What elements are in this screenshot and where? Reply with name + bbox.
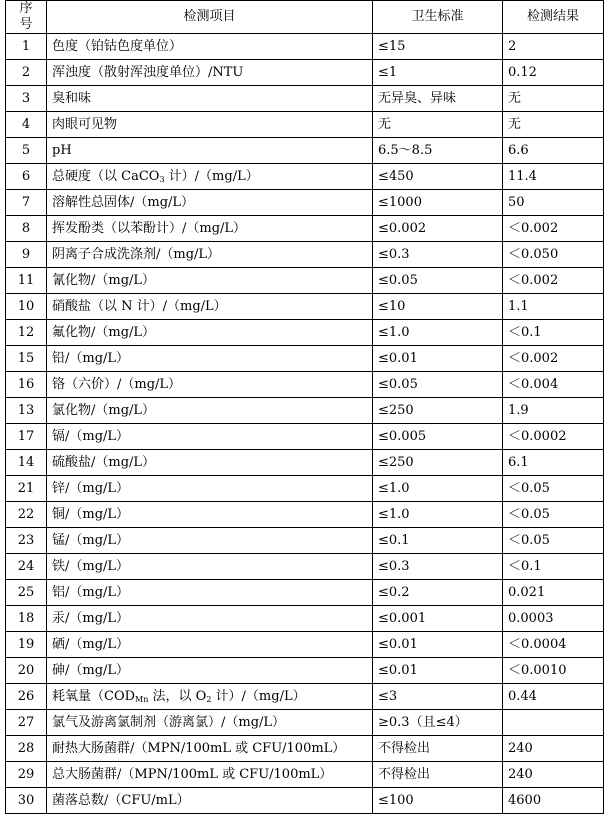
row-item-text: pH [52,143,72,158]
row-result: 4600 [503,788,604,814]
row-seq: 5 [6,138,47,164]
header-seq [6,1,47,34]
row-standard: 不得检出 [373,736,503,762]
row-standard: ≤450 [373,164,503,190]
header-standard: 卫生标准 [373,1,503,34]
row-seq: 18 [6,606,47,632]
water-quality-table-sheet [5,0,603,814]
table-row [6,424,604,450]
table-row [6,580,604,606]
header-item: 检测项目 [47,1,373,34]
row-result: ＜0.0002 [503,424,604,450]
row-result: 6.6 [503,138,604,164]
row-item [47,632,373,658]
row-result: 0.44 [503,684,604,710]
row-result: 6.1 [503,450,604,476]
row-item-text: 法，以 O [148,689,207,704]
row-item-text: 耐热大肠菌群/（MPN/100mL 或 CFU/100mL） [52,741,346,756]
table-row [6,34,604,60]
row-item-text: 汞/（mg/L） [52,611,130,626]
row-item-text: 铁/（mg/L） [52,559,130,574]
row-item-text: 溶解性总固体/（mg/L） [52,195,195,210]
row-result: 240 [503,736,604,762]
row-item-text: 镉/（mg/L） [52,429,130,444]
row-result: ＜0.1 [503,320,604,346]
row-seq: 19 [6,632,47,658]
row-item-text: 硝酸盐（以 N 计）/（mg/L） [52,299,227,314]
row-seq: 4 [6,112,47,138]
row-standard: ≤0.01 [373,658,503,684]
row-result: ＜0.0010 [503,658,604,684]
row-standard: ≤100 [373,788,503,814]
row-standard: ≤0.002 [373,216,503,242]
row-seq: 2 [6,60,47,86]
row-item-text: 锰/（mg/L） [52,533,130,548]
row-item [47,762,373,788]
row-result: ＜0.0004 [503,632,604,658]
row-item-text: 浑浊度（散射浑浊度单位）/NTU [52,65,244,80]
row-item-text: 硫酸盐/（mg/L） [52,455,156,470]
row-seq: 27 [6,710,47,736]
row-standard: ≤0.001 [373,606,503,632]
row-item [47,216,373,242]
row-result [503,710,604,736]
row-standard: ≤0.01 [373,346,503,372]
row-seq: 30 [6,788,47,814]
row-item-text: 硒/（mg/L） [52,637,130,652]
row-standard: ≤0.3 [373,554,503,580]
row-seq: 28 [6,736,47,762]
row-item [47,60,373,86]
row-item [47,164,373,190]
table-row [6,242,604,268]
row-item-text: 耗氧量（COD [52,689,136,704]
table-row [6,450,604,476]
table-row [6,138,604,164]
row-item [47,450,373,476]
table-row [6,606,604,632]
row-seq: 22 [6,502,47,528]
table-row [6,684,604,710]
row-result: ＜0.05 [503,502,604,528]
table-row [6,112,604,138]
row-standard: ≤1.0 [373,476,503,502]
table-row [6,398,604,424]
row-item-subscript: 3 [159,175,165,184]
row-item-text: 总大肠菌群/（MPN/100mL 或 CFU/100mL） [52,767,333,782]
row-result: ＜0.002 [503,268,604,294]
row-item [47,112,373,138]
row-item-text: 总硬度（以 CaCO [52,169,160,184]
row-seq: 16 [6,372,47,398]
row-result: 1.9 [503,398,604,424]
table-row [6,190,604,216]
row-result: 无 [503,112,604,138]
row-seq: 10 [6,294,47,320]
row-item-text: 铜/（mg/L） [52,507,130,522]
row-item [47,190,373,216]
row-seq: 7 [6,190,47,216]
row-seq: 23 [6,528,47,554]
row-item-text: 氯化物/（mg/L） [52,403,156,418]
row-item [47,86,373,112]
table-row [6,372,604,398]
row-seq: 26 [6,684,47,710]
row-item-text: 铝/（mg/L） [52,585,130,600]
row-seq: 14 [6,450,47,476]
row-seq: 25 [6,580,47,606]
row-seq: 3 [6,86,47,112]
row-seq: 29 [6,762,47,788]
table-row [6,476,604,502]
header-result: 检测结果 [503,1,604,34]
row-seq: 12 [6,320,47,346]
row-item [47,554,373,580]
row-item-text: 氰化物/（mg/L） [52,273,156,288]
row-result: 0.021 [503,580,604,606]
row-standard: 无异臭、异味 [373,86,503,112]
row-standard: ≤0.05 [373,268,503,294]
table-row [6,86,604,112]
row-item-text: 阴离子合成洗涤剂/（mg/L） [52,247,221,262]
row-item [47,424,373,450]
row-item-subscript: Mn [135,695,149,704]
row-result: ＜0.002 [503,216,604,242]
row-item-subscript: 2 [206,695,212,704]
row-result: ＜0.004 [503,372,604,398]
row-result: 无 [503,86,604,112]
row-item [47,372,373,398]
row-standard: ≤10 [373,294,503,320]
row-standard: ≤0.1 [373,528,503,554]
row-result: 2 [503,34,604,60]
row-standard: ≤0.3 [373,242,503,268]
row-item [47,476,373,502]
row-seq: 8 [6,216,47,242]
table-row [6,164,604,190]
row-item [47,138,373,164]
row-seq: 17 [6,424,47,450]
row-item [47,528,373,554]
row-item-text: 肉眼可见物 [52,117,118,132]
table-body [6,34,604,814]
row-item [47,710,373,736]
row-item [47,398,373,424]
table-row [6,554,604,580]
row-item-text: 计）/（mg/L） [164,169,259,184]
table-row [6,710,604,736]
row-standard: ≤0.005 [373,424,503,450]
row-standard: ≤1.0 [373,320,503,346]
row-item [47,788,373,814]
row-item-text: 色度（铂钴色度单位） [52,39,183,54]
row-item [47,684,373,710]
table-row [6,762,604,788]
table-row [6,632,604,658]
row-seq: 6 [6,164,47,190]
row-item [47,736,373,762]
table-row [6,294,604,320]
row-seq: 1 [6,34,47,60]
row-seq: 24 [6,554,47,580]
row-result: ＜0.1 [503,554,604,580]
row-item [47,34,373,60]
row-standard: ≤250 [373,450,503,476]
row-result: 50 [503,190,604,216]
header-seq-line2: 号 [19,17,33,32]
table-header-row [6,1,604,34]
row-item [47,580,373,606]
row-result: 0.12 [503,60,604,86]
water-quality-table [5,0,604,814]
table-row [6,528,604,554]
row-item [47,268,373,294]
row-seq: 13 [6,398,47,424]
row-item-text: 挥发酚类（以苯酚计）/（mg/L） [52,221,247,236]
row-seq: 21 [6,476,47,502]
row-standard: ≤15 [373,34,503,60]
row-standard: ≤1000 [373,190,503,216]
row-standard: ≤1 [373,60,503,86]
table-row [6,658,604,684]
table-row [6,736,604,762]
row-standard: ≤3 [373,684,503,710]
row-item-text: 铬（六价）/（mg/L） [52,377,182,392]
table-row [6,346,604,372]
row-result: ＜0.05 [503,476,604,502]
row-result: ＜0.050 [503,242,604,268]
row-result: 1.1 [503,294,604,320]
row-item [47,346,373,372]
row-result: ＜0.05 [503,528,604,554]
row-item [47,658,373,684]
row-item [47,242,373,268]
row-result: ＜0.002 [503,346,604,372]
row-standard: 不得检出 [373,762,503,788]
table-row [6,216,604,242]
table-row [6,268,604,294]
row-standard: 无 [373,112,503,138]
row-result: 11.4 [503,164,604,190]
row-item-text: 氯气及游离氯制剂（游离氯）/（mg/L） [52,715,286,730]
row-item [47,320,373,346]
table-row [6,788,604,814]
row-standard: ≤1.0 [373,502,503,528]
table-row [6,60,604,86]
row-standard: ≤0.05 [373,372,503,398]
row-item [47,502,373,528]
row-standard: 6.5～8.5 [373,138,503,164]
row-seq: 20 [6,658,47,684]
table-row [6,320,604,346]
row-standard: ≥0.3（且≤4） [373,710,503,736]
header-seq-line1: 序 [19,1,33,16]
row-item-text: 氟化物/（mg/L） [52,325,156,340]
row-seq: 15 [6,346,47,372]
row-result: 240 [503,762,604,788]
row-item-text: 计）/（mg/L） [211,689,306,704]
row-standard: ≤0.01 [373,632,503,658]
table-row [6,502,604,528]
row-seq: 11 [6,268,47,294]
row-standard: ≤0.2 [373,580,503,606]
row-item-text: 砷/（mg/L） [52,663,130,678]
row-item-text: 铅/（mg/L） [52,351,130,366]
row-seq: 9 [6,242,47,268]
row-item-text: 臭和味 [52,91,92,106]
row-item [47,606,373,632]
row-item-text: 菌落总数/（CFU/mL） [52,793,190,808]
row-item-text: 锌/（mg/L） [52,481,130,496]
row-result: 0.0003 [503,606,604,632]
row-standard: ≤250 [373,398,503,424]
row-item [47,294,373,320]
